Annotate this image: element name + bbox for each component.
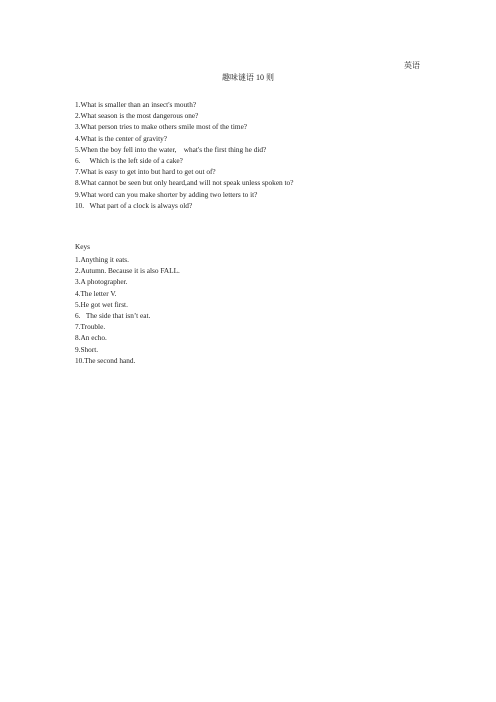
answer-item: 3.A photographer. bbox=[75, 277, 128, 287]
subject-label: 英语 bbox=[404, 61, 420, 70]
answer-item: 6. The side that isn’t eat. bbox=[75, 311, 151, 321]
answer-item: 8.An echo. bbox=[75, 333, 107, 343]
answer-item: 5.He got wet first. bbox=[75, 299, 128, 309]
keys-heading: Keys bbox=[75, 242, 90, 251]
answer-item: 4.The letter V. bbox=[75, 288, 117, 298]
riddle-list bbox=[75, 99, 293, 211]
document-title: 趣味谜语 10 则 bbox=[222, 73, 274, 82]
riddle-item: 1.What is smaller than an insect's mouth? bbox=[75, 100, 197, 109]
answer-item: 1.Anything it eats. bbox=[75, 255, 129, 264]
riddle-item: 5.When the boy fell into the water, what's the first thing he did? bbox=[75, 144, 267, 154]
riddle-item: 3.What person tries to make others smile most of the time? bbox=[75, 122, 248, 132]
riddle-item: 10. What part of a clock is always old? bbox=[75, 200, 193, 210]
riddle-item: 9.What word can you make shorter by adding two letters to it? bbox=[75, 189, 258, 199]
riddle-item: 6. Which is the left side of a cake? bbox=[75, 156, 183, 166]
riddle-item: 8.What cannot be seen but only heard,and will not speak unless spoken to? bbox=[75, 178, 294, 188]
answer-item: 2.Autumn. Because it is also FALL. bbox=[75, 266, 180, 276]
answer-item: 7.Trouble. bbox=[75, 322, 106, 332]
riddle-item: 2.What season is the most dangerous one? bbox=[75, 111, 199, 121]
answer-item: 10.The second hand. bbox=[75, 355, 136, 365]
riddle-item: 7.What is easy to get into but hard to get out of? bbox=[75, 167, 216, 177]
answer-key-list bbox=[75, 254, 180, 366]
answer-item: 9.Short. bbox=[75, 344, 99, 354]
riddle-item: 4.What is the center of gravity? bbox=[75, 133, 167, 143]
